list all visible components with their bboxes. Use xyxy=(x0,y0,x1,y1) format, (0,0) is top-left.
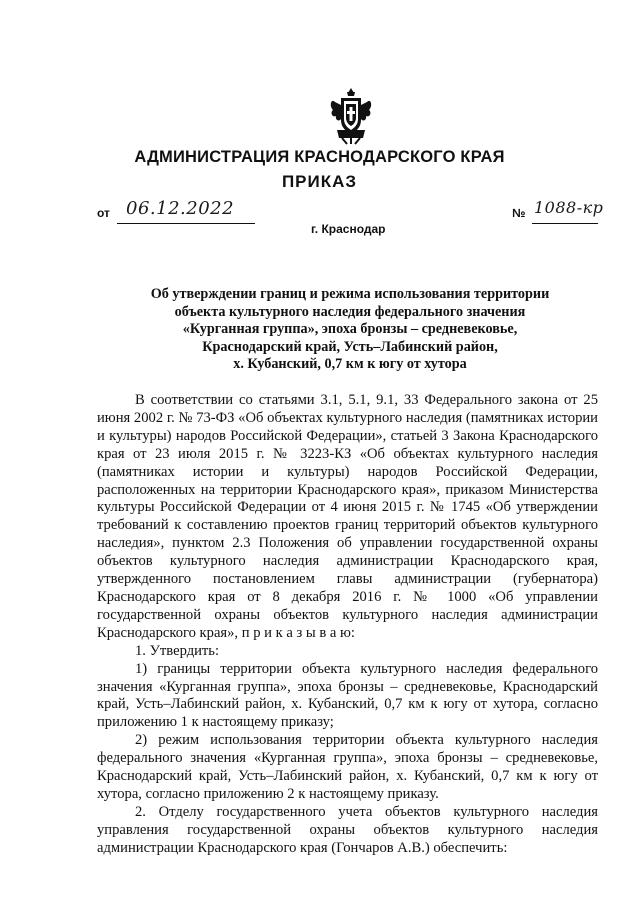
coat-of-arms-icon xyxy=(327,86,375,146)
date-value: 06.12.2022 xyxy=(126,198,235,219)
number-underline xyxy=(532,223,598,224)
number-label: № xyxy=(512,206,526,220)
title-line: «Курганная группа», эпоха бронзы – средневековье, xyxy=(182,321,518,338)
title-line: объекта культурного наследия федерального значения xyxy=(174,303,526,320)
paragraph: 1. Утвердить: xyxy=(135,642,220,659)
title-line: Краснодарский край, Усть–Лабинский район, xyxy=(202,338,498,355)
title-line: х. Кубанский, 0,7 км к югу от хутора xyxy=(233,356,467,373)
date-label: от xyxy=(97,206,110,220)
date-underline xyxy=(117,223,255,224)
document-body xyxy=(97,392,598,858)
paragraph: 2. Отделу государственного учета объектов культурного наследия управления государственной охраны объектов культурного наследия администрации Краснодарского края (Гончаров А.В.) обеспечить: xyxy=(97,803,598,856)
document-title xyxy=(100,286,600,374)
title-line: Об утверждении границ и режима использования территории xyxy=(150,286,550,302)
document-type: ПРИКАЗ xyxy=(281,172,358,191)
paragraph: 1) границы территории объекта культурного наследия федерального значения «Курганная группа», эпоха бронзы – средневековье, Краснодарский край, Усть–Лабинский район, х. Кубанский, 0,7 км к югу от хутора, согласно приложению 1 к настоящему приказу; xyxy=(97,660,598,731)
city: г. Краснодар xyxy=(311,222,386,236)
paragraph: 2) режим использования территории объекта культурного наследия федерального значения «Курганная группа», эпоха бронзы – средневековье, Краснодарский край, Усть–Лабинский район, х. Кубанский, 0,7 км к югу от хутора, согласно приложению 2 к настоящему приказу. xyxy=(97,732,598,802)
number-value: 1088-кр xyxy=(534,198,604,217)
paragraph: В соответствии со статьями 3.1, 5.1, 9.1, 33 Федерального закона от 25 июня 2002 г. № 73-ФЗ «Об объектах культурного наследия (памятниках истории и культуры) народов Российской Федерации», статьей 3 Закона Краснодарского края от 23 июля 2015 г. № 3223-КЗ «Об объектах культурного наследия (памятниках истории и культуры) народов Российской Федерации, расположенных на территории Краснодарского края», приказом Министерства культуры Российской Федерации от 4 июня 2015 г. № 1745 «Об утверждении требований к составлению проектов границ территорий объектов культурного наследия», пунктом 2.3 Положения об управлении государственной охраны объектов культурного наследия администрации Краснодарского края, утвержденного постановлением главы администрации (губернатора) Краснодарского края от 8 декабря 2016 г. № 1000 «Об управлении государственной охраны объектов культурного наследия администрации Краснодарского края», п р и к а з ы в а ю: xyxy=(97,392,598,641)
organization-name: АДМИНИСТРАЦИЯ КРАСНОДАРСКОГО КРАЯ xyxy=(134,148,505,166)
